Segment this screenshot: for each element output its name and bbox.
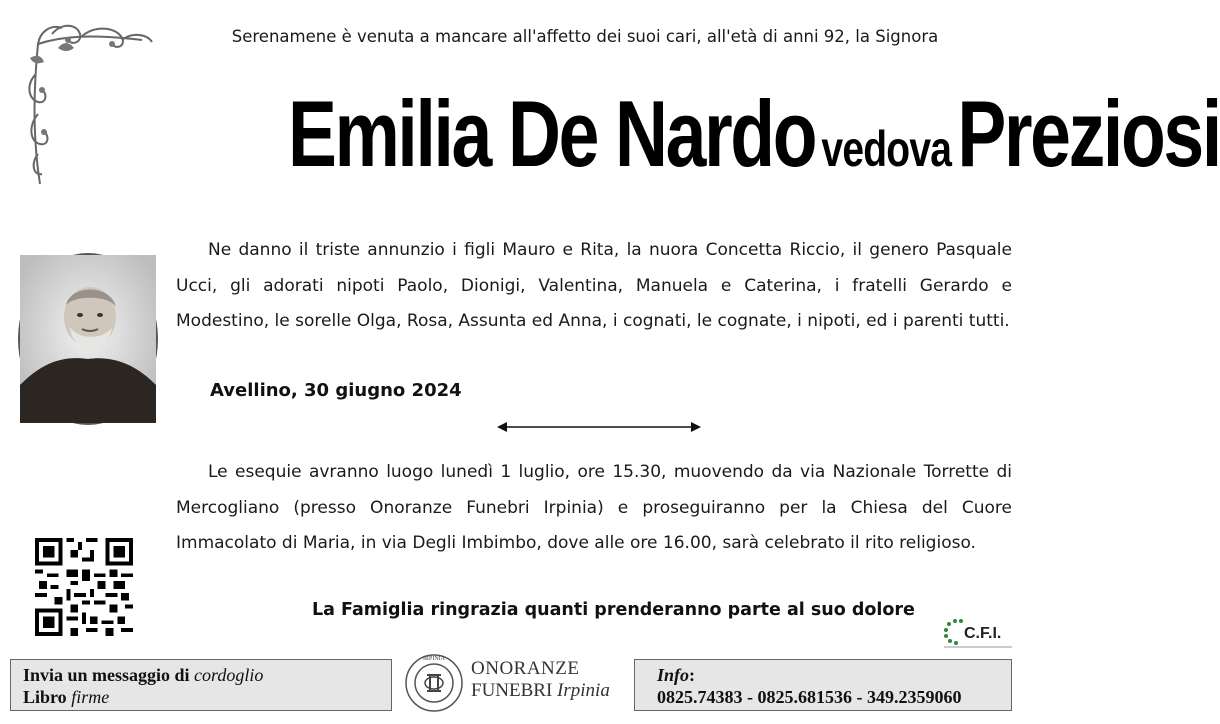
cfi-label: C.F.I.	[964, 625, 1002, 642]
thanks-text: La Famiglia ringrazia quanti prenderanno parte al suo dolore	[312, 600, 915, 620]
svg-text:IRPINIA: IRPINIA	[423, 656, 445, 662]
message-box[interactable]	[10, 659, 392, 711]
funeral-home-logo-icon	[403, 651, 465, 713]
deceased-name	[288, 80, 1220, 188]
announcement-paragraph: Ne danno il triste annunzio i figli Mauro e Rita, la nuora Concetta Riccio, il genero Pasquale Ucci, gli adorati nipoti Paolo, Dionigi, Valentina, Manuela e Caterina, i fratelli Gerardo e Modestino, le sorelle Olga, Rosa, Assunta ed Anna, i cognati, le cognate, i nipoti, ed i parenti tutti.	[176, 240, 1012, 331]
condolence-link[interactable]: Invia un messaggio di cordoglio	[23, 665, 264, 685]
double-arrow-icon	[497, 419, 701, 435]
place-date: Avellino, 30 giugno 2024	[210, 380, 462, 401]
funeral-paragraph: Le esequie avranno luogo lunedì 1 luglio, ore 15.30, muovendo da via Nazionale Torrette di Mercogliano (presso Onoranze Funebri Irpinia) e proseguiranno per la Chiesa del Cuore Immacolato di Maria, in via Degli Imbimbo, dove alle ore 16.00, sarà celebrato il rito religioso.	[176, 462, 1012, 553]
cfi-logo-icon	[940, 616, 1016, 650]
guestbook-link[interactable]: Libro firme	[23, 687, 110, 707]
deceased-first-name: Emilia De Nardo	[288, 81, 816, 186]
qr-code-icon[interactable]	[35, 538, 133, 636]
corner-ornament-icon	[22, 14, 162, 189]
deceased-connector: vedova	[821, 121, 952, 177]
intro-text: Serenamene è venuta a mancare all'affetto dei suoi cari, all'età di anni 92, la Signora	[231, 27, 939, 46]
info-box: Info: 0825.74383 - 0825.681536 - 349.2359060	[634, 659, 1012, 711]
portrait-photo	[18, 253, 158, 425]
deceased-last-name: Preziosi	[957, 81, 1220, 186]
phone-numbers[interactable]: 0825.74383 - 0825.681536 - 349.2359060	[657, 687, 962, 707]
funeral-home-name: ONORANZE FUNEBRI Irpinia	[471, 658, 610, 701]
info-label: Info	[657, 665, 690, 685]
